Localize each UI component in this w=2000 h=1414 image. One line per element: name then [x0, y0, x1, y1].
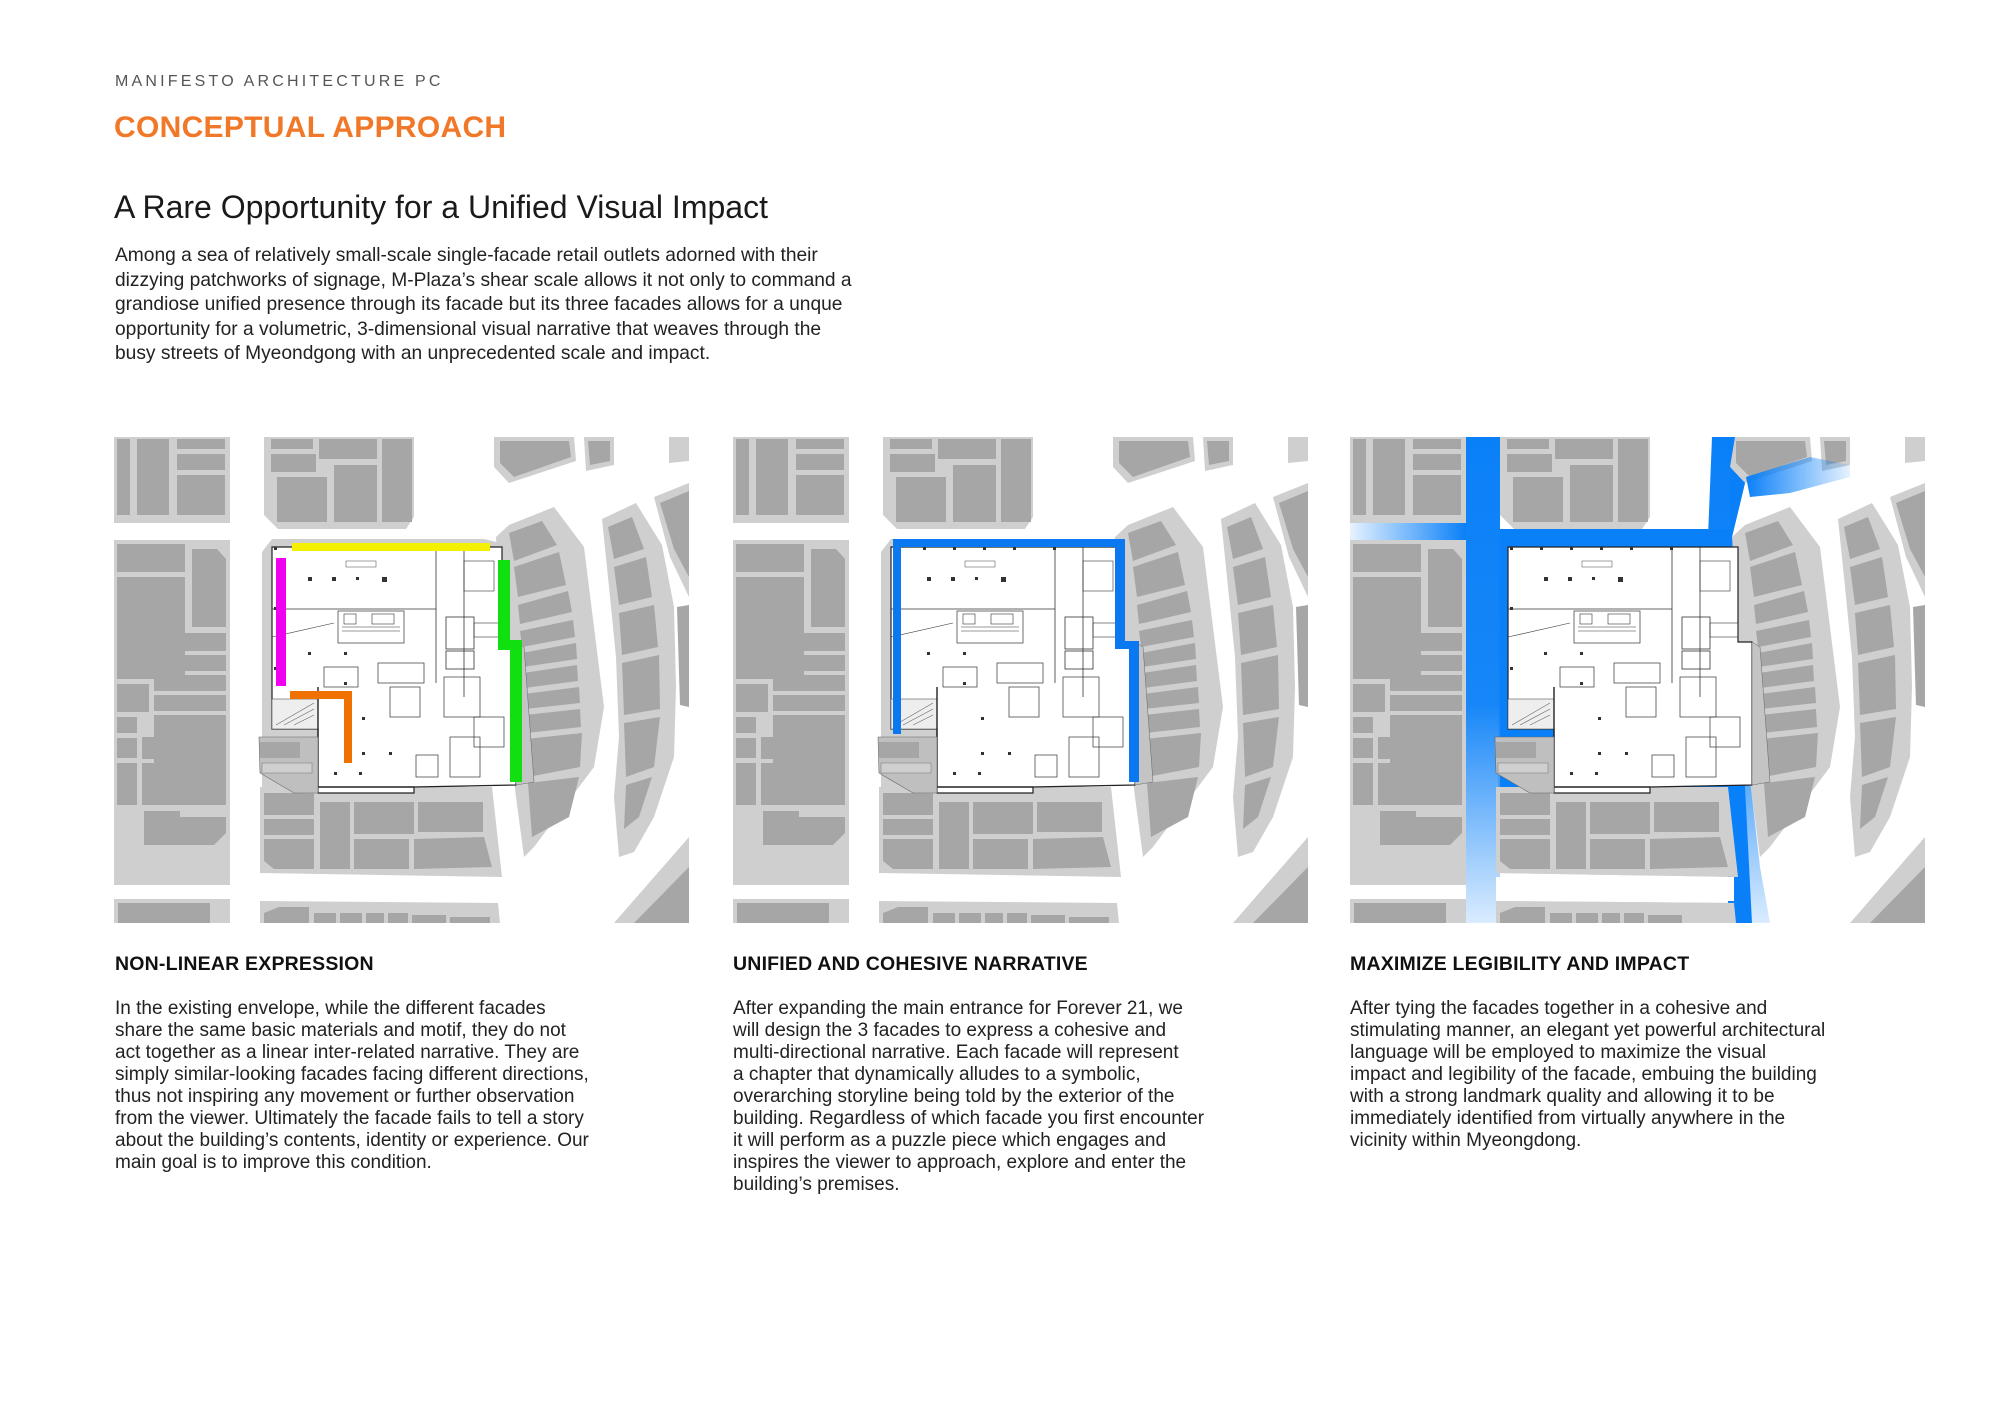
intro-line: dizzying patchworks of signage, M-Plaza’s shear scale allows it not only to command a: [115, 269, 852, 291]
body-line: inspires the viewer to approach, explore and enter the: [733, 1152, 1187, 1173]
body-line: building’s premises.: [733, 1174, 900, 1195]
body-line: with a strong landmark quality and allowing it to be: [1350, 1086, 1775, 1107]
body-line: overarching storyline being told by the exterior of the: [733, 1086, 1175, 1107]
firm-name: MANIFESTO ARCHITECTURE PC: [115, 73, 444, 90]
body-line: main goal is to improve this condition.: [115, 1152, 432, 1173]
column-heading: UNIFIED AND COHESIVE NARRATIVE: [733, 953, 1088, 975]
body-line: building. Regardless of which facade you first encounter: [733, 1108, 1205, 1129]
body-line: will design the 3 facades to express a cohesive and: [733, 1020, 1167, 1041]
body-line: stimulating manner, an elegant yet powerful architectural: [1350, 1020, 1826, 1041]
body-line: After tying the facades together in a cohesive and: [1350, 998, 1768, 1019]
intro-line: busy streets of Myeondgong with an unprecedented scale and impact.: [115, 343, 711, 364]
body-line: it will perform as a puzzle piece which engages and: [733, 1130, 1167, 1151]
body-line: vicinity within Myeongdong.: [1350, 1130, 1582, 1151]
body-line: immediately identified from virtually anywhere in the: [1350, 1108, 1786, 1129]
body-line: In the existing envelope, while the different facades: [115, 998, 546, 1019]
body-line: multi-directional narrative. Each facade will represent: [733, 1042, 1179, 1063]
body-line: a chapter that dynamically alludes to a symbolic,: [733, 1064, 1141, 1085]
body-line: from the viewer. Ultimately the facade fails to tell a story: [115, 1108, 584, 1129]
body-line: thus not inspiring any movement or further observation: [115, 1086, 575, 1107]
page-headline: A Rare Opportunity for a Unified Visual Impact: [114, 189, 768, 225]
column-non-linear-expression: [115, 953, 705, 1174]
column-heading: MAXIMIZE LEGIBILITY AND IMPACT: [1350, 953, 1690, 975]
section-title: CONCEPTUAL APPROACH: [114, 111, 507, 144]
intro-line: grandiose unified presence through its facade but its three facades allows for a unque: [115, 294, 843, 315]
intro-line: opportunity for a volumetric, 3-dimensional visual narrative that weaves through the: [115, 318, 822, 340]
column-legibility-impact: [1350, 953, 1940, 1152]
site-plan-diagram: [733, 437, 1308, 923]
diagram-unified-narrative: [733, 437, 1308, 923]
body-line: share the same basic materials and motif, they do not: [115, 1020, 566, 1041]
diagram-non-linear-expression: [114, 437, 689, 923]
column-heading: NON-LINEAR EXPRESSION: [115, 953, 374, 975]
site-plan-diagram: [1350, 437, 1925, 923]
column-body: [115, 998, 705, 1174]
street-highlight: [1350, 523, 1466, 540]
body-line: about the building’s contents, identity or experience. Our: [115, 1130, 589, 1151]
diagram-legibility-impact: [1350, 437, 1925, 923]
street-highlight: [1466, 437, 1500, 923]
site-plan-diagram: [114, 437, 689, 923]
column-body: [733, 998, 1323, 1196]
body-line: language will be employed to maximize the visual: [1350, 1042, 1767, 1063]
body-line: simply similar-looking facades facing different directions,: [115, 1064, 589, 1085]
body-line: act together as a linear inter-related narrative. They are: [115, 1042, 580, 1063]
body-line: After expanding the main entrance for Forever 21, we: [733, 998, 1183, 1019]
body-line: impact and legibility of the facade, embuing the building: [1350, 1064, 1817, 1085]
column-unified-narrative: [733, 953, 1323, 1196]
column-body: [1350, 998, 1940, 1152]
intro-line: Among a sea of relatively small-scale single-facade retail outlets adorned with their: [115, 245, 818, 266]
intro-paragraph: [115, 244, 1005, 367]
facade-highlight-yellow: [292, 543, 490, 551]
facade-highlight-magenta: [276, 558, 286, 686]
